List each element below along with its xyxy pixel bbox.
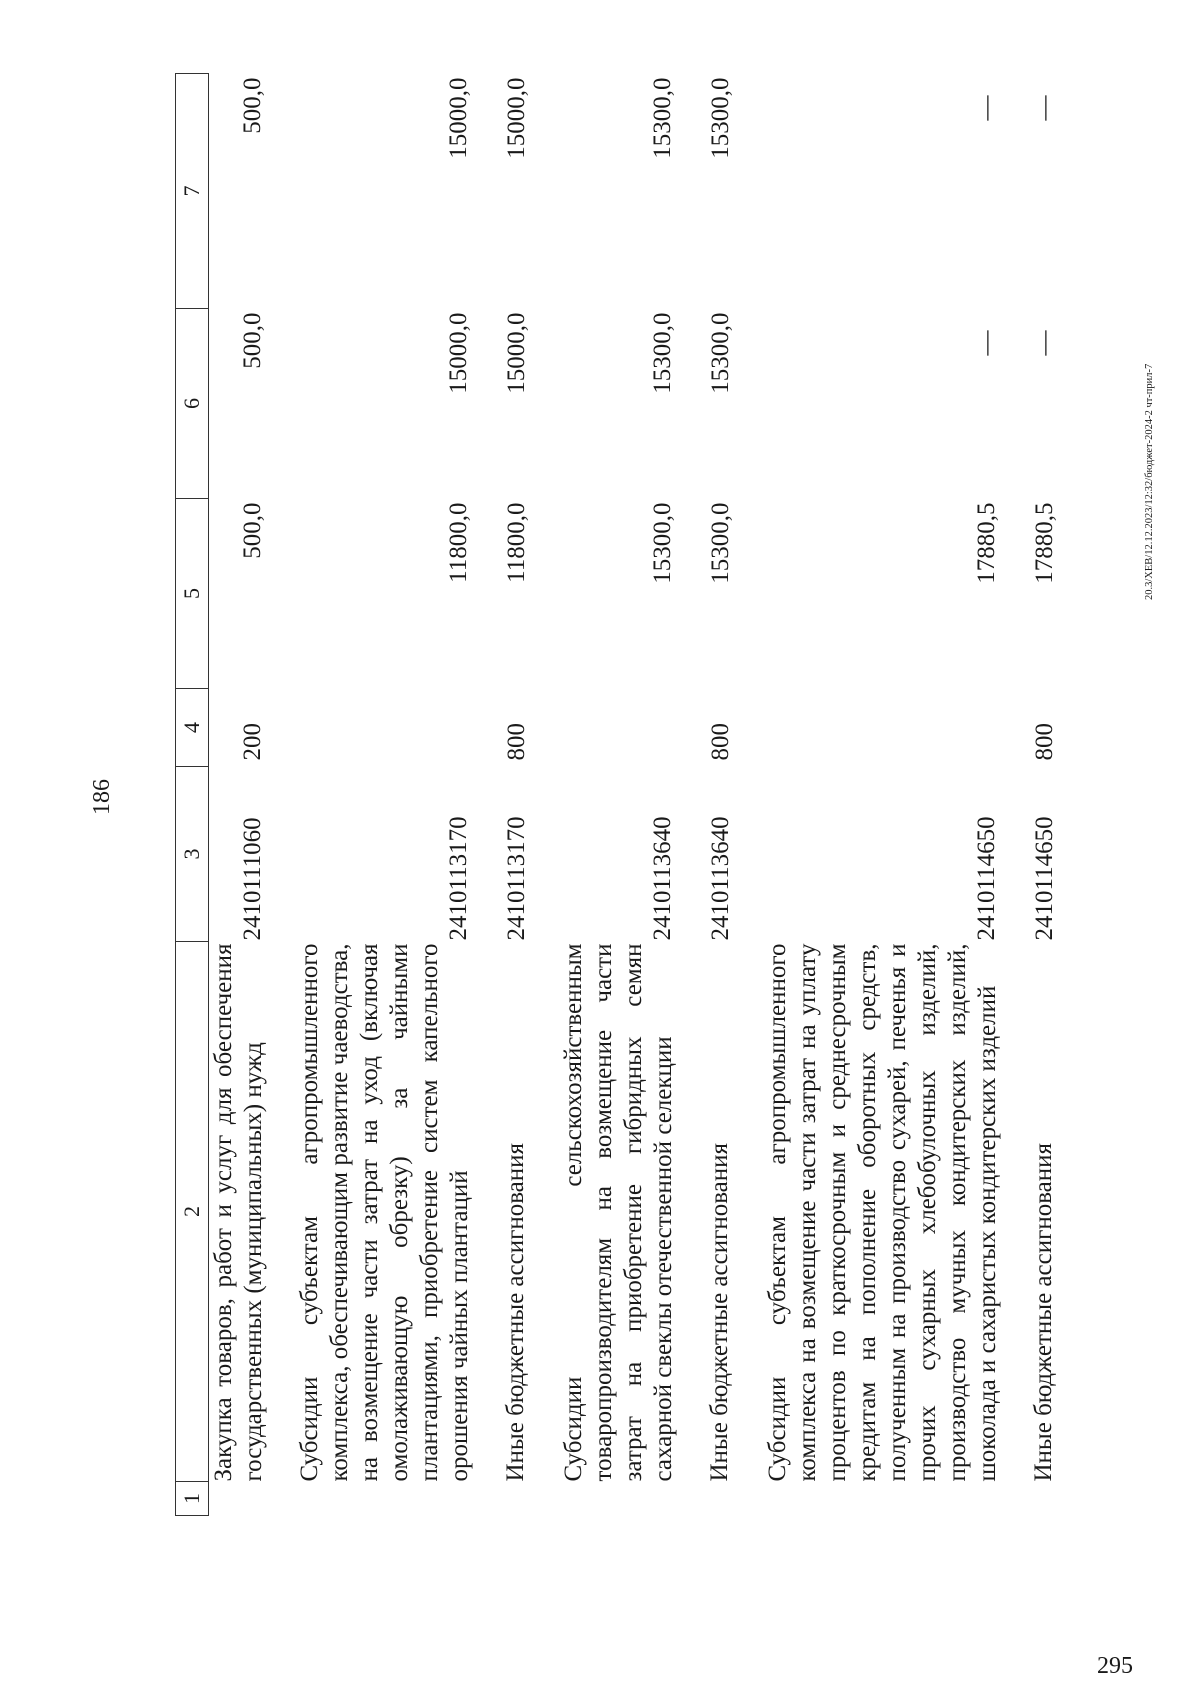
table-row xyxy=(559,74,679,1516)
row-code: 2410114650 xyxy=(1031,816,1058,941)
table-row xyxy=(295,74,475,1516)
sheet-number: 295 xyxy=(1097,1653,1133,1679)
row-group xyxy=(559,689,679,767)
col-header-3: 3 xyxy=(176,767,209,942)
row-value-5: 11800,0 xyxy=(503,502,530,583)
table-row xyxy=(705,74,737,1516)
row-value-7: 500,0 xyxy=(239,77,266,134)
table-header-row xyxy=(176,74,209,1516)
row-description: Иные бюджетные ассигнования xyxy=(706,1142,733,1482)
col-header-7: 7 xyxy=(176,74,209,309)
row-value-5: 500,0 xyxy=(239,502,266,559)
table-row xyxy=(1029,74,1061,1516)
col-header-6: 6 xyxy=(176,309,209,499)
row-value-6: 15300,0 xyxy=(707,312,734,394)
budget-table-container xyxy=(175,74,1095,1516)
row-value-7: — xyxy=(973,95,1000,121)
row-value-5: 17880,5 xyxy=(973,502,1000,584)
row-value-5: 15300,0 xyxy=(707,502,734,584)
row-group: 200 xyxy=(239,723,266,761)
row-description: Иные бюджетные ассигнования xyxy=(1030,1142,1057,1482)
col-header-2: 2 xyxy=(176,942,209,1482)
row-code: 2410113170 xyxy=(445,816,472,941)
col-header-4: 4 xyxy=(176,689,209,767)
table-row xyxy=(501,74,533,1516)
row-value-6: 15000,0 xyxy=(445,312,472,394)
row-description: Закупка товаров, работ и услуг для обеспечения государственных (муниципальных) нужд xyxy=(210,943,267,1482)
row-description: Субсидии субъектам агропромышленного комплекса на возмещение части затрат на уплату процентов по краткосрочным и среднесрочным кредитам на пополнение оборотных средств, полученным на производство сухарей, печенья и прочих сухарных хлебобулочных изделий, производство мучных кондитерских изделий, шоколада и сахаристых кондитерских изделий xyxy=(764,943,1001,1482)
row-value-6: 500,0 xyxy=(239,312,266,369)
row-value-5: 15300,0 xyxy=(649,502,676,584)
row-group: 800 xyxy=(503,723,530,761)
col-header-5: 5 xyxy=(176,499,209,689)
row-value-7: — xyxy=(1031,95,1058,121)
row-value-7: 15300,0 xyxy=(707,77,734,159)
scan-footer: 20.3/ХЕВ/12.12.2023/12:32/бюджет-2024-2 чт-прил-7 xyxy=(1144,363,1155,600)
row-code: 2410113640 xyxy=(649,816,676,941)
table-row xyxy=(209,74,270,1516)
row-value-5: 17880,5 xyxy=(1031,502,1058,584)
row-value-6: — xyxy=(973,330,1000,356)
table-row xyxy=(763,74,1003,1516)
row-code: 2410114650 xyxy=(973,816,1000,941)
row-value-7: 15300,0 xyxy=(649,77,676,159)
row-value-6: 15300,0 xyxy=(649,312,676,394)
page-number: 186 xyxy=(89,779,115,815)
row-code: 2410113640 xyxy=(707,816,734,941)
row-value-5: 11800,0 xyxy=(445,502,472,583)
row-group: 800 xyxy=(707,723,734,761)
row-description: Субсидии субъектам агропромышленного комплекса, обеспечивающим развитие чаеводства, на возмещение части затрат на уход (включая омолаживающую обрезку) за чайными плантациями, приобретение систем капельного орошения чайных плантаций xyxy=(296,943,473,1482)
budget-table-main xyxy=(175,73,1061,1516)
row-value-7: 15000,0 xyxy=(445,77,472,159)
row-group xyxy=(295,689,475,767)
row-group: 800 xyxy=(1031,723,1058,761)
col-header-1: 1 xyxy=(176,1482,209,1516)
row-description: Иные бюджетные ассигнования xyxy=(502,1142,529,1482)
row-group xyxy=(763,689,1003,767)
row-value-7: 15000,0 xyxy=(503,77,530,159)
row-code: 2410111060 xyxy=(239,817,266,941)
row-code: 2410113170 xyxy=(503,816,530,941)
row-value-6: — xyxy=(1031,330,1058,356)
row-value-6: 15000,0 xyxy=(503,312,530,394)
row-description: Субсидии сельскохозяйственным товаропроизводителям на возмещение части затрат на приобретение гибридных семян сахарной свеклы отечественной селекции xyxy=(560,943,677,1482)
